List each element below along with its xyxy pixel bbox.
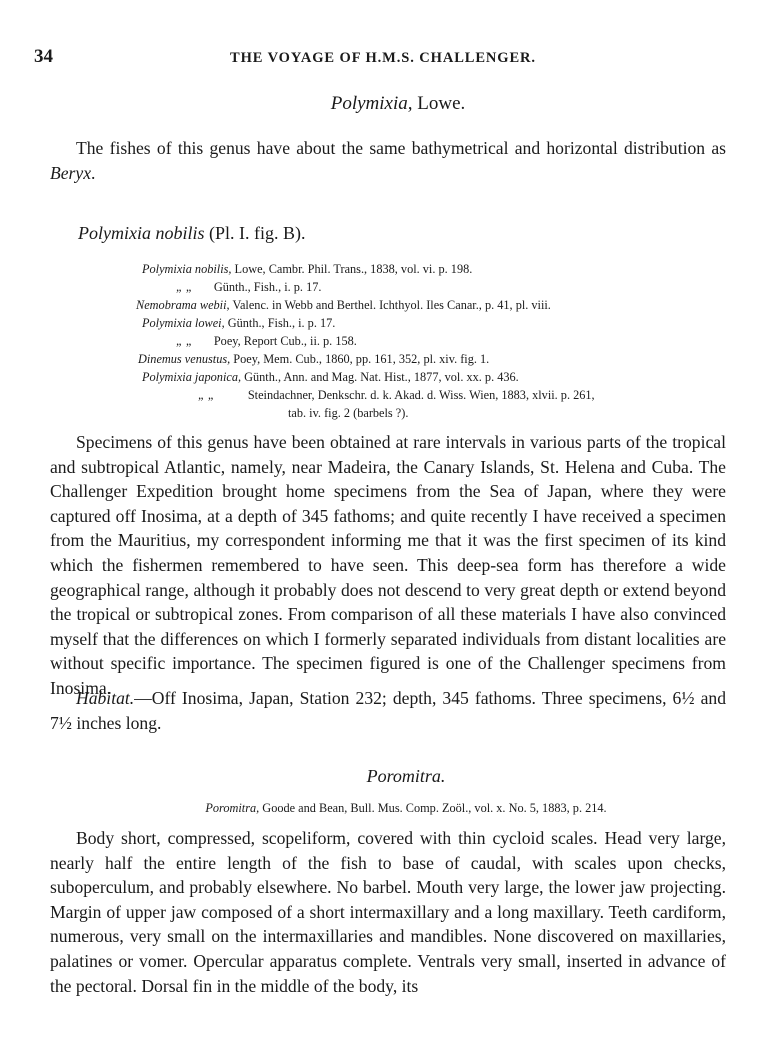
- synonym-name: „ „: [198, 388, 215, 402]
- page-number: 34: [34, 46, 53, 67]
- intro-text: The fishes of this genus have about the same bathymetrical and horizontal distribution as: [76, 138, 726, 158]
- running-title: THE VOYAGE OF H.M.S. CHALLENGER.: [230, 50, 536, 66]
- synonym-citation: Valenc. in Webb and Berthel. Ichthyol. Iles Canar., p. 41, pl. viii.: [229, 298, 551, 312]
- intro-end: .: [91, 162, 96, 183]
- synonym-citation: Günth., Ann. and Mag. Nat. Hist., 1877, vol. xx. p. 436.: [241, 370, 519, 384]
- specimens-paragraph: Specimens of this genus have been obtained at rare intervals in various parts of the tropical and subtropical Atlantic, namely, near Madeira, the Canary Islands, St. Helena and Cuba. The Challenger Expedition brought home specimens from the Sea of Japan, where they were captured off Inosima, at a depth of 345 fathoms; and quite recently I have received a specimen from the Mauritius, my correspondent informing me that it was the first specimen of its kind which the fishermen remembered to have seen. This deep-sea form has therefore a wide geographical range, although it probably does not descend to very great depth or extend beyond the tropical or subtropical zones. From comparison of all these materials I have also convinced myself that the differences on which I formerly separated individuals from distant localities are without specific importance. The specimen figured is one of the Challenger specimens from Inosima.: [50, 432, 726, 698]
- synonym-line: [176, 279, 321, 297]
- synonym-name: Dinemus venustus,: [138, 352, 231, 366]
- species-name: Polymixia nobilis: [78, 223, 205, 243]
- genus-name: Polymixia,: [330, 93, 413, 114]
- synonym-citation: Günth., Fish., i. p. 17.: [224, 316, 336, 330]
- synonym-line: [136, 297, 551, 315]
- intro-genus-ref: Beryx: [50, 162, 92, 183]
- synonym-line: [138, 351, 489, 369]
- poromitra-citation: [0, 801, 776, 816]
- citation-genus: Poromitra,: [205, 801, 260, 815]
- synonym-line: [142, 261, 472, 279]
- synonym-line: [142, 369, 519, 387]
- genus-author: Lowe.: [412, 93, 466, 114]
- synonym-name: „ „: [176, 280, 193, 294]
- synonym-line: [176, 333, 357, 351]
- genus-intro: [50, 136, 726, 185]
- synonym-citation: Poey, Mem. Cub., 1860, pp. 161, 352, pl. xiv. fig. 1.: [230, 352, 490, 366]
- synonym-citation: tab. iv. fig. 2 (barbels ?).: [288, 406, 409, 420]
- synonym-line: [198, 387, 595, 405]
- habitat-paragraph: [50, 686, 726, 735]
- synonym-name: Nemobrama webii,: [136, 298, 230, 312]
- synonym-citation: Poey, Report Cub., ii. p. 158.: [210, 334, 357, 348]
- habitat-text: —Off Inosima, Japan, Station 232; depth, 345 fathoms. Three specimens, 6½ and 7½ inches long.: [50, 688, 726, 733]
- habitat-label: Habitat.: [76, 688, 135, 708]
- synonym-line: [142, 315, 335, 333]
- species-plate-ref: (Pl. I. fig. B).: [204, 223, 306, 243]
- synonym-citation: Lowe, Cambr. Phil. Trans., 1838, vol. vi. p. 198.: [231, 262, 473, 276]
- synonym-name: Polymixia nobilis,: [142, 262, 232, 276]
- species-heading: [78, 223, 305, 244]
- synonym-line: [288, 405, 408, 423]
- synonym-citation: Günth., Fish., i. p. 17.: [210, 280, 322, 294]
- citation-text: Goode and Bean, Bull. Mus. Comp. Zoöl., vol. x. No. 5, 1883, p. 214.: [259, 801, 607, 815]
- genus-heading-poromitra: Poromitra.: [366, 766, 446, 786]
- synonym-name: Polymixia japonica,: [142, 370, 242, 384]
- synonym-name: „ „: [176, 334, 193, 348]
- genus-heading-polymixia: [0, 93, 776, 115]
- synonym-citation: Steindachner, Denkschr. d. k. Akad. d. Wiss. Wien, 1883, xlvii. p. 261,: [244, 388, 595, 402]
- synonym-name: Polymixia lowei,: [142, 316, 225, 330]
- poromitra-description: Body short, compressed, scopeliform, covered with thin cycloid scales. Head very large, nearly half the entire length of the fish to base of caudal, with scales upon checks, suboperculum, and probably elsewhere. No barbel. Mouth very large, the lower jaw projecting. Margin of upper jaw composed of a short intermaxillary and a long maxillary. Teeth cardiform, numerous, very small on the intermaxillaries and mandibles. None discovered on maxillaries, palatines or vomer. Opercular apparatus complete. Ventrals very small, inserted in advance of the pectoral. Dorsal fin in the middle of the body, its: [50, 828, 726, 996]
